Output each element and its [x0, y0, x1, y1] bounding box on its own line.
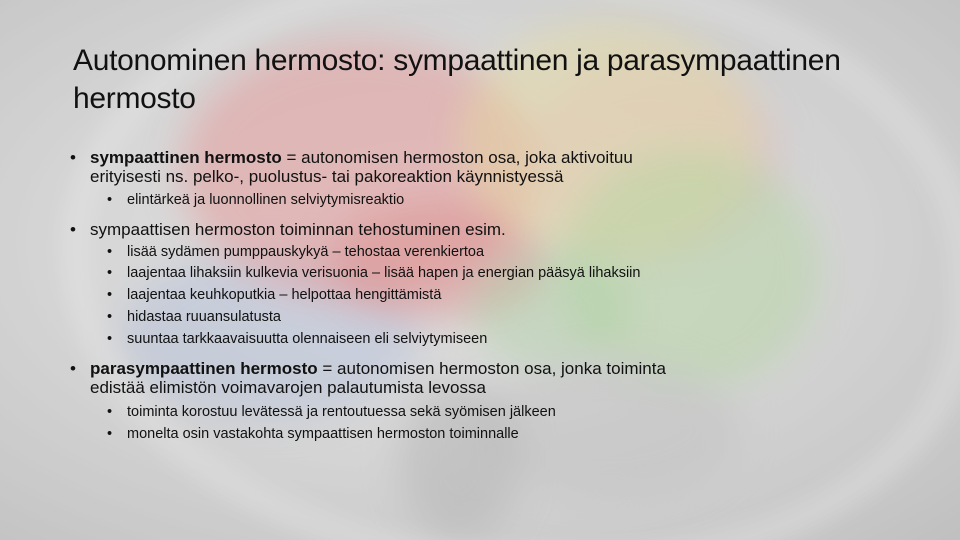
term-parasympathetic: parasympaattinen hermosto	[90, 359, 318, 378]
sub-bullet-text: laajentaa lihaksiin kulkevia verisuonia – lisää hapen ja energian pääsyä lihaksiin	[127, 265, 641, 281]
sub-bullet-text: lisää sydämen pumppauskykyä – tehostaa verenkiertoa	[127, 244, 485, 260]
bullet-parasympathetic-definition	[70, 359, 870, 397]
bullet-sympathetic-effects	[70, 220, 870, 239]
sub-bullet	[107, 263, 827, 283]
definition-line: = autonomisen hermoston osa, joka aktivoituu	[281, 148, 633, 167]
slide-title: Autonominen hermosto: sympaattinen ja parasympaattinen hermosto	[73, 44, 841, 115]
sub-bullet	[107, 285, 827, 305]
sub-bullet-text: laajentaa keuhkoputkia – helpottaa hengittämistä	[127, 287, 442, 303]
sub-bullet	[107, 307, 827, 327]
bullet-dot: •	[70, 148, 76, 167]
sub-bullet-text: monelta osin vastakohta sympaattisen hermoston toiminnalle	[127, 426, 519, 442]
definition-line: erityisesti ns. pelko-, puolustus- tai pakoreaktion käynnistyessä	[90, 167, 564, 186]
bullet-dot: •	[70, 220, 76, 239]
definition-line: edistää elimistön voimavarojen palautumista levossa	[90, 378, 486, 397]
sub-bullet	[107, 242, 827, 262]
sub-bullet-text: elintärkeä ja luonnollinen selviytymisreaktio	[127, 192, 405, 208]
sub-bullet	[107, 402, 827, 422]
sub-bullet	[107, 424, 827, 444]
bullet-sympathetic-definition	[70, 148, 870, 186]
bullet-dot: •	[107, 309, 113, 325]
bullet-dot: •	[107, 287, 113, 303]
bullet-dot: •	[107, 265, 113, 281]
bullet-dot: •	[70, 359, 76, 378]
sub-bullet-text: toiminta korostuu levätessä ja rentoutuessa sekä syömisen jälkeen	[127, 404, 556, 420]
sub-bullet-text: suuntaa tarkkaavaisuutta olennaiseen eli selviytymiseen	[127, 331, 488, 347]
sub-bullet	[107, 329, 827, 349]
bullet-text: sympaattisen hermoston toiminnan tehostuminen esim.	[90, 220, 506, 239]
bullet-dot: •	[107, 331, 113, 347]
term-sympathetic: sympaattinen hermosto	[90, 148, 282, 167]
bullet-dot: •	[107, 244, 113, 260]
bullet-dot: •	[107, 404, 113, 420]
bullet-dot: •	[107, 192, 113, 208]
bullet-dot: •	[107, 426, 113, 442]
definition-line: = autonomisen hermoston osa, jonka toiminta	[317, 359, 666, 378]
sub-bullet	[107, 190, 827, 210]
sub-bullet-text: hidastaa ruuansulatusta	[127, 309, 281, 325]
